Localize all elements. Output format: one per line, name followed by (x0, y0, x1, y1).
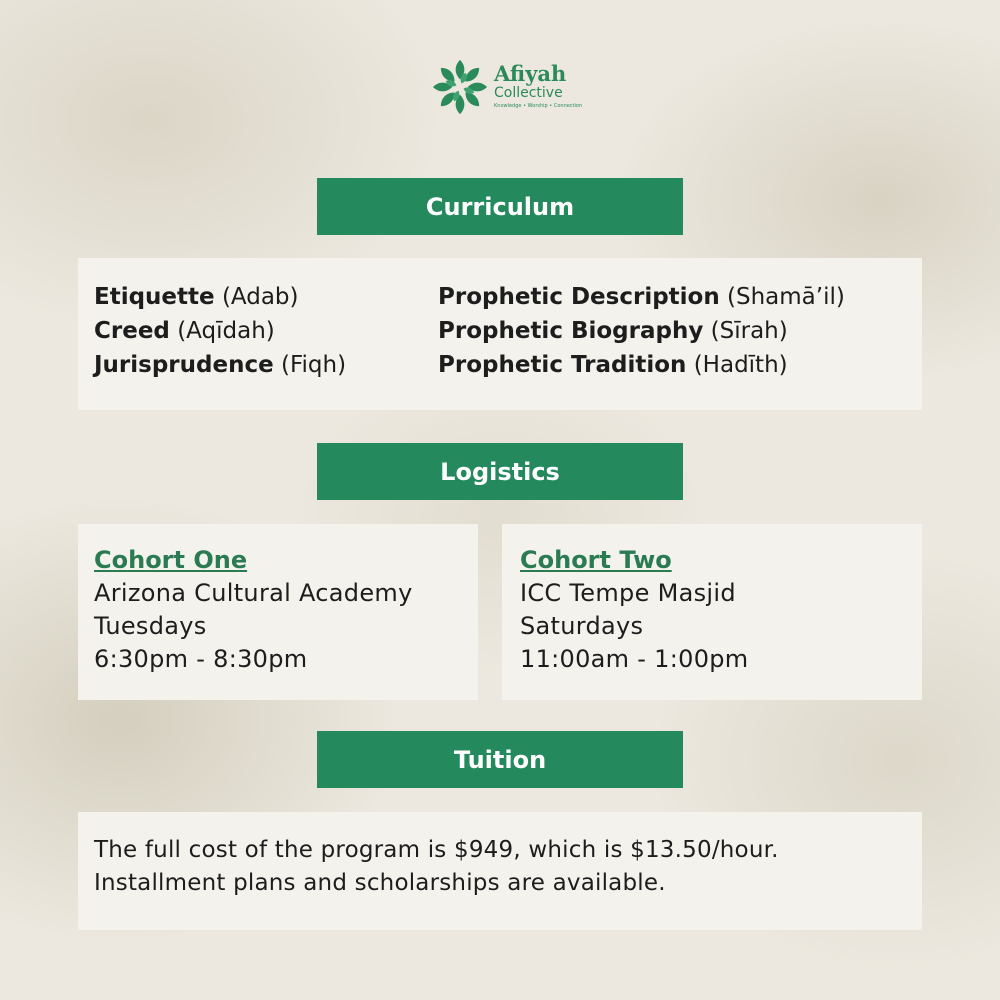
logistics-header: Logistics (317, 443, 683, 500)
cohort-one-card (78, 524, 478, 700)
flower-logo-icon (431, 58, 489, 116)
curriculum-item: Creed (Aqīdah) (94, 318, 275, 344)
brand-logo (431, 58, 581, 118)
cohort-two-location: ICC Tempe Masjid (520, 579, 736, 607)
tuition-card (78, 812, 922, 930)
curriculum-item: Prophetic Description (Shamā’il) (438, 284, 845, 310)
tuition-text (94, 834, 779, 900)
logo-subtitle: Collective (494, 85, 563, 101)
curriculum-header: Curriculum (317, 178, 683, 235)
cohort-two-card (502, 524, 922, 700)
cohort-two-day: Saturdays (520, 612, 644, 640)
cohort-two-time: 11:00am - 1:00pm (520, 645, 749, 673)
tuition-header: Tuition (317, 731, 683, 788)
curriculum-left-column (94, 280, 346, 382)
curriculum-item: Jurisprudence (Fiqh) (94, 352, 347, 378)
tuition-line-2: Installment plans and scholarships are available. (94, 870, 666, 896)
logo-name: Afiyah (494, 61, 567, 86)
cohort-one-time: 6:30pm - 8:30pm (94, 645, 308, 673)
curriculum-item: Etiquette (Adab) (94, 284, 299, 310)
cohort-one-location: Arizona Cultural Academy (94, 579, 413, 607)
curriculum-item: Prophetic Biography (Sīrah) (438, 318, 788, 344)
cohort-one-title: Cohort One (94, 546, 248, 574)
tuition-line-1: The full cost of the program is $949, which is $13.50/hour. (94, 837, 779, 863)
curriculum-item: Prophetic Tradition (Hadīth) (438, 352, 788, 378)
cohort-one-day: Tuesdays (94, 612, 207, 640)
curriculum-card (78, 258, 922, 410)
curriculum-right-column (438, 280, 845, 382)
cohort-two-title: Cohort Two (520, 546, 672, 574)
logo-tagline: Knowledge • Worship • Connection (494, 103, 583, 109)
